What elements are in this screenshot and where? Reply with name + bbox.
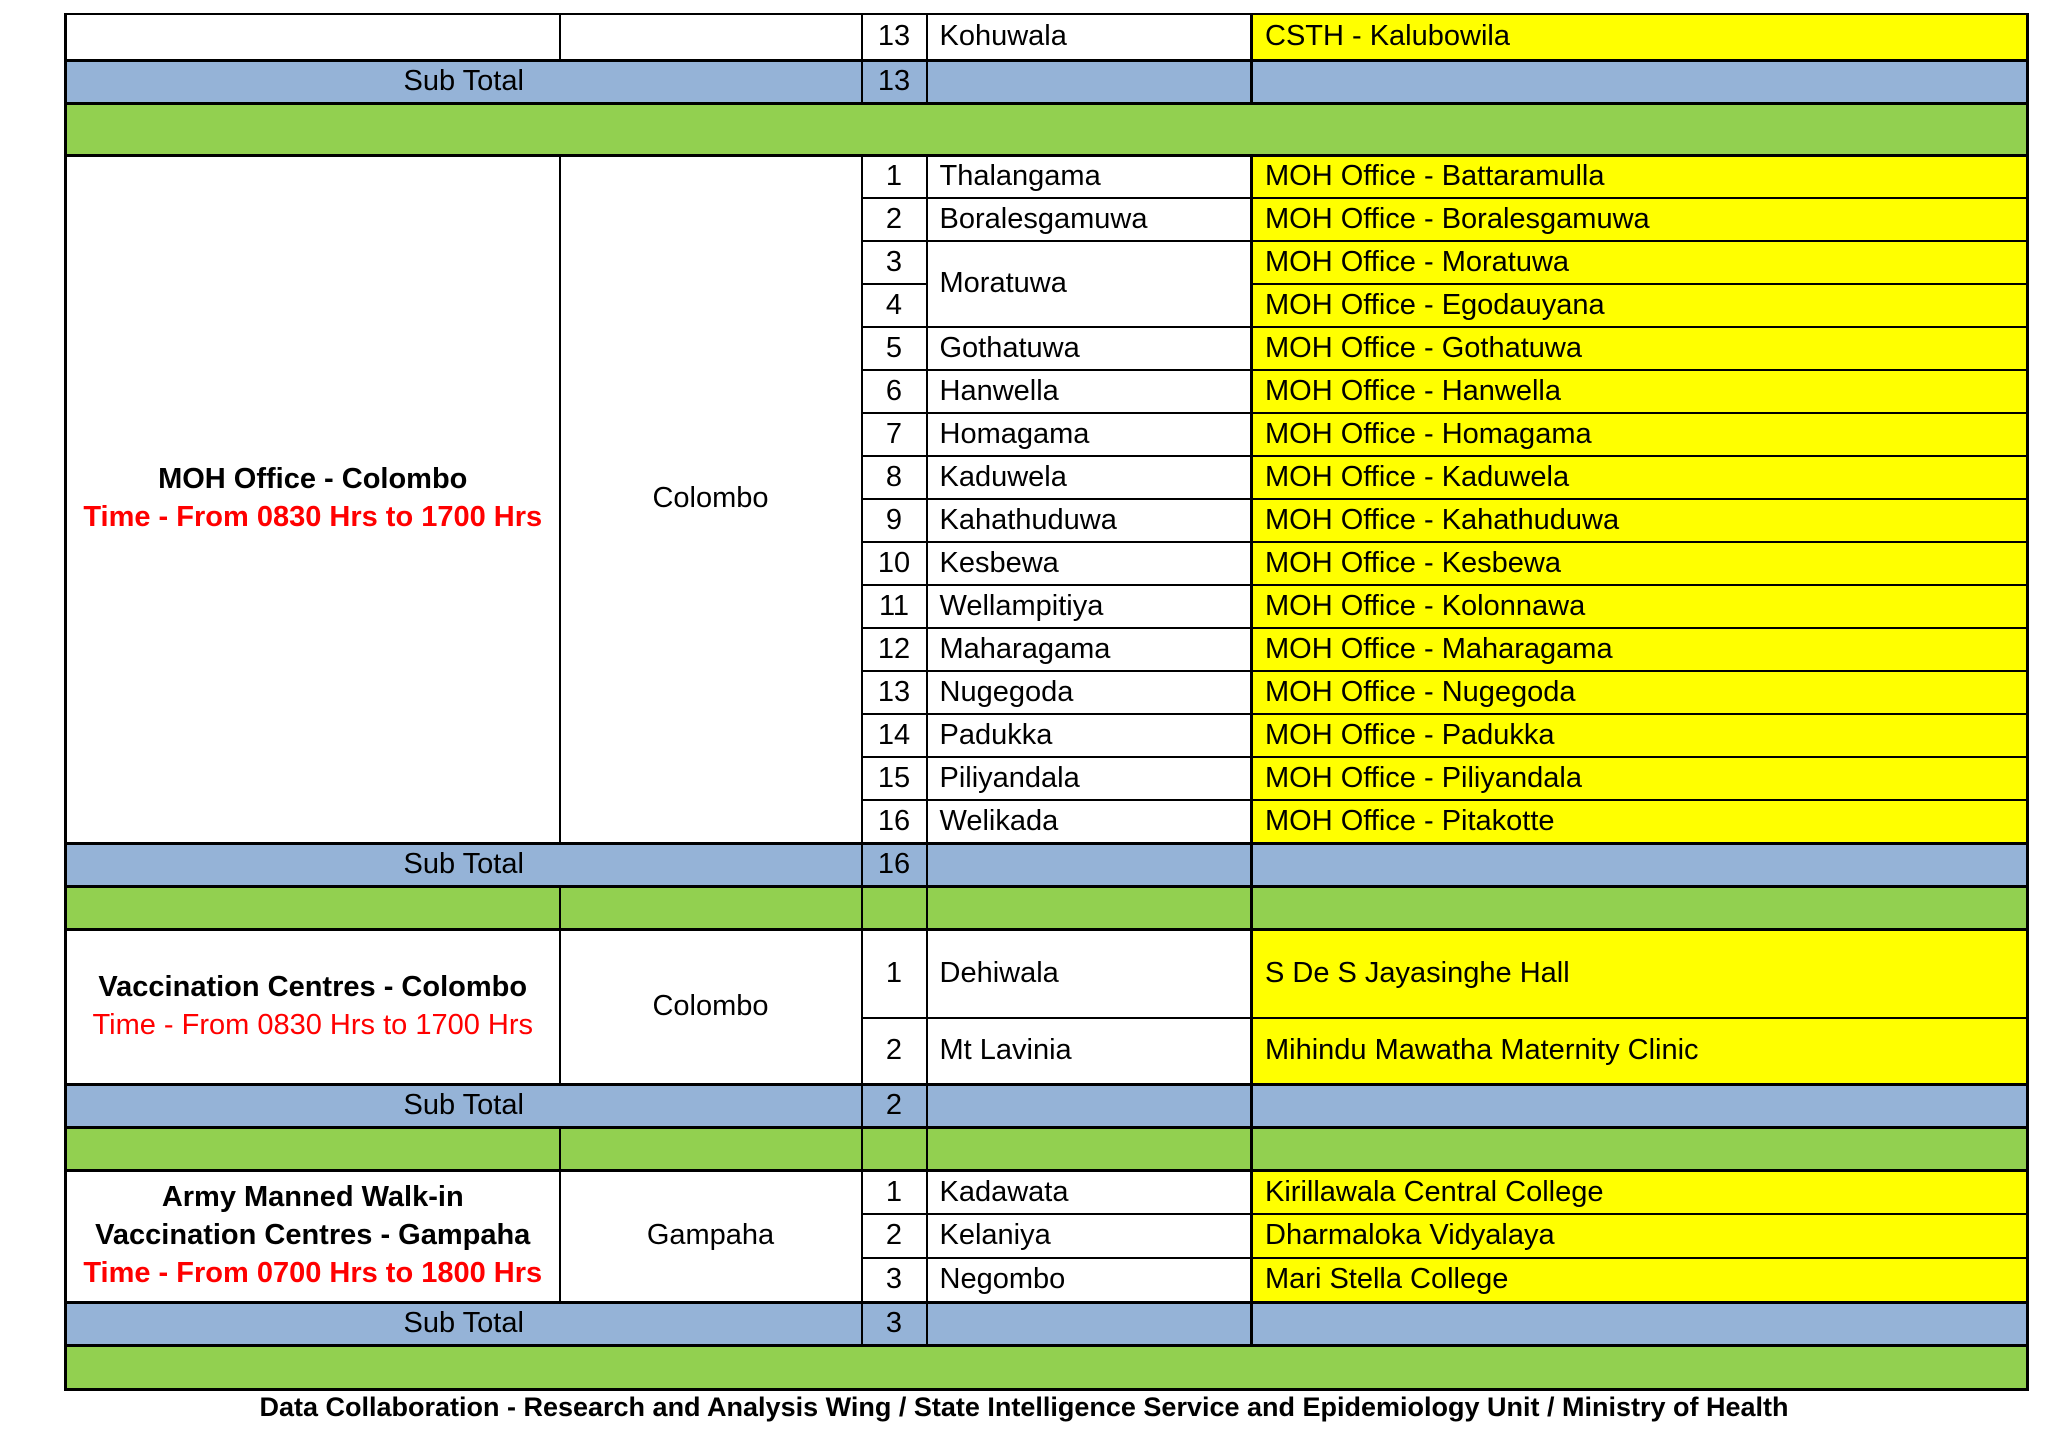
row-number-cell: 1 — [862, 1170, 927, 1214]
location-cell: MOH Office - Kahathuduwa — [1252, 499, 2028, 542]
empty-cell — [1252, 1084, 2028, 1127]
location-cell: MOH Office - Nugegoda — [1252, 671, 2028, 714]
row-number-cell: 16 — [862, 800, 927, 843]
row-number-cell: 3 — [862, 1258, 927, 1302]
row-number-cell: 9 — [862, 499, 927, 542]
separator-cell — [66, 103, 2028, 155]
empty-cell — [1252, 1302, 2028, 1345]
area-cell: Kesbewa — [927, 542, 1252, 585]
section-time: Time - From 0830 Hrs to 1700 Hrs — [92, 1008, 533, 1041]
subtotal-row — [66, 1084, 2028, 1127]
row-number-cell: 2 — [862, 1214, 927, 1258]
row-number-cell: 4 — [862, 284, 927, 327]
subtotal-label: Sub Total — [66, 1084, 862, 1127]
empty-cell — [927, 1302, 1252, 1345]
subtotal-row — [66, 1302, 2028, 1345]
area-cell: Kahathuduwa — [927, 499, 1252, 542]
row-number-cell: 10 — [862, 542, 927, 585]
area-cell: Hanwella — [927, 370, 1252, 413]
empty-cell — [927, 60, 1252, 103]
location-cell: MOH Office - Egodauyana — [1252, 284, 2028, 327]
location-cell: CSTH - Kalubowila — [1252, 14, 2028, 60]
area-cell: Nugegoda — [927, 671, 1252, 714]
area-cell: Kohuwala — [927, 14, 1252, 60]
separator-cell — [560, 1127, 862, 1170]
location-cell: Dharmaloka Vidyalaya — [1252, 1214, 2028, 1258]
location-cell: MOH Office - Hanwella — [1252, 370, 2028, 413]
separator-row — [66, 103, 2028, 155]
section-category-cell — [66, 929, 560, 1084]
row-number-cell: 14 — [862, 714, 927, 757]
area-cell: Thalangama — [927, 155, 1252, 198]
row-number-cell: 1 — [862, 155, 927, 198]
area-cell: Kaduwela — [927, 456, 1252, 499]
empty-district-cell — [560, 14, 862, 60]
area-cell: Wellampitiya — [927, 585, 1252, 628]
separator-cell — [66, 886, 560, 929]
separator-row — [66, 886, 2028, 929]
carryover-row — [66, 14, 2028, 60]
location-cell: MOH Office - Kolonnawa — [1252, 585, 2028, 628]
location-cell: MOH Office - Kaduwela — [1252, 456, 2028, 499]
section-title: Army Manned Walk-in — [161, 1181, 464, 1214]
location-cell: MOH Office - Boralesgamuwa — [1252, 198, 2028, 241]
vaccination-centres-table — [64, 13, 2029, 1391]
area-cell: Homagama — [927, 413, 1252, 456]
separator-cell — [66, 1127, 560, 1170]
row-number-cell: 7 — [862, 413, 927, 456]
subtotal-row — [66, 843, 2028, 886]
location-cell: MOH Office - Maharagama — [1252, 628, 2028, 671]
row-number-cell: 6 — [862, 370, 927, 413]
location-cell: MOH Office - Kesbewa — [1252, 542, 2028, 585]
row-number-cell: 2 — [862, 198, 927, 241]
district-cell: Gampaha — [560, 1170, 862, 1302]
location-cell: Mari Stella College — [1252, 1258, 2028, 1302]
section-time: Time - From 0700 Hrs to 1800 Hrs — [83, 1256, 543, 1289]
area-cell: Padukka — [927, 714, 1252, 757]
separator-cell — [1252, 886, 2028, 929]
separator-cell — [927, 1127, 1252, 1170]
location-cell: MOH Office - Padukka — [1252, 714, 2028, 757]
location-cell: MOH Office - Homagama — [1252, 413, 2028, 456]
area-cell: Dehiwala — [927, 929, 1252, 1018]
row-number-cell: 5 — [862, 327, 927, 370]
empty-category-cell — [66, 14, 560, 60]
location-cell: MOH Office - Piliyandala — [1252, 757, 2028, 800]
area-cell: Boralesgamuwa — [927, 198, 1252, 241]
area-cell: Kadawata — [927, 1170, 1252, 1214]
area-cell: Gothatuwa — [927, 327, 1252, 370]
table-row — [66, 929, 2028, 1018]
section-title: MOH Office - Colombo — [158, 463, 468, 496]
separator-cell — [862, 886, 927, 929]
section-category-cell — [66, 155, 560, 843]
section-title: Vaccination Centres - Gampaha — [95, 1219, 531, 1252]
area-cell: Welikada — [927, 800, 1252, 843]
area-cell: Negombo — [927, 1258, 1252, 1302]
row-number-cell: 2 — [862, 1018, 927, 1084]
location-cell: Mihindu Mawatha Maternity Clinic — [1252, 1018, 2028, 1084]
row-number-cell: 8 — [862, 456, 927, 499]
empty-cell — [927, 1084, 1252, 1127]
separator-cell — [1252, 1127, 2028, 1170]
separator-cell — [560, 886, 862, 929]
area-cell-merged: Moratuwa — [927, 241, 1252, 327]
row-number-cell: 1 — [862, 929, 927, 1018]
subtotal-value: 16 — [862, 843, 927, 886]
area-cell: Kelaniya — [927, 1214, 1252, 1258]
location-cell: S De S Jayasinghe Hall — [1252, 929, 2028, 1018]
row-number-cell: 13 — [862, 671, 927, 714]
district-cell: Colombo — [560, 155, 862, 843]
separator-row — [66, 1345, 2028, 1389]
location-cell: MOH Office - Gothatuwa — [1252, 327, 2028, 370]
row-number-cell: 11 — [862, 585, 927, 628]
separator-cell — [862, 1127, 927, 1170]
subtotal-value: 2 — [862, 1084, 927, 1127]
location-cell: MOH Office - Pitakotte — [1252, 800, 2028, 843]
section-title: Vaccination Centres - Colombo — [98, 970, 528, 1003]
district-cell: Colombo — [560, 929, 862, 1084]
location-cell: Kirillawala Central College — [1252, 1170, 2028, 1214]
subtotal-row — [66, 60, 2028, 103]
section-category-cell — [66, 1170, 560, 1302]
row-number-cell: 13 — [862, 14, 927, 60]
area-cell: Piliyandala — [927, 757, 1252, 800]
separator-cell — [66, 1345, 2028, 1389]
table-row — [66, 1170, 2028, 1214]
area-cell: Mt Lavinia — [927, 1018, 1252, 1084]
subtotal-value: 13 — [862, 60, 927, 103]
empty-cell — [1252, 60, 2028, 103]
location-cell: MOH Office - Battaramulla — [1252, 155, 2028, 198]
subtotal-label: Sub Total — [66, 843, 862, 886]
section-time: Time - From 0830 Hrs to 1700 Hrs — [83, 501, 543, 533]
area-cell: Maharagama — [927, 628, 1252, 671]
empty-cell — [1252, 843, 2028, 886]
separator-cell — [927, 886, 1252, 929]
row-number-cell: 3 — [862, 241, 927, 284]
footer-note: Data Collaboration - Research and Analysis Wing / State Intelligence Service and Epidemiology Unit / Ministry of Health — [259, 1392, 1789, 1422]
subtotal-label: Sub Total — [66, 60, 862, 103]
subtotal-value: 3 — [862, 1302, 927, 1345]
location-cell: MOH Office - Moratuwa — [1252, 241, 2028, 284]
empty-cell — [927, 843, 1252, 886]
table-row — [66, 155, 2028, 198]
row-number-cell: 12 — [862, 628, 927, 671]
row-number-cell: 15 — [862, 757, 927, 800]
separator-row — [66, 1127, 2028, 1170]
subtotal-label: Sub Total — [66, 1302, 862, 1345]
